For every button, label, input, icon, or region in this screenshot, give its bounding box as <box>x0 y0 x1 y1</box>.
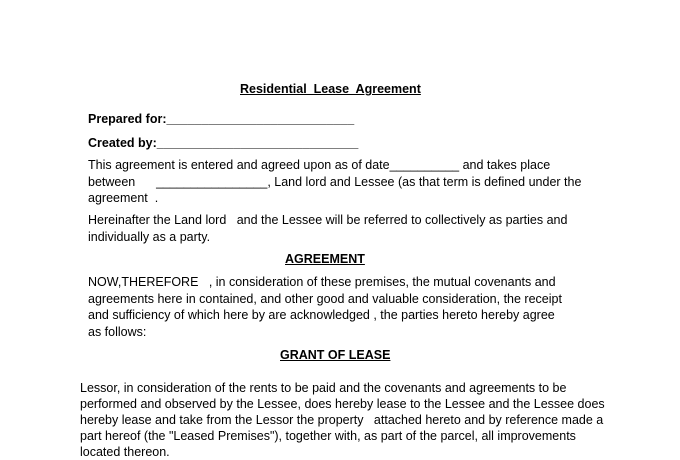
lessor-line-4: part hereof (the "Leased Premises"), together with, as part of the parcel, all improvements <box>80 429 576 443</box>
lessor-line-1: Lessor, in consideration of the rents to be paid and the covenants and agreements to be <box>80 381 567 395</box>
created-by-field: Created by:_____________________________ <box>88 136 359 150</box>
lessor-line-5: located thereon. <box>80 445 170 459</box>
intro-line-3: agreement . <box>88 191 159 205</box>
now-therefore-line-4: as follows: <box>88 325 147 339</box>
lessor-line-2: performed and observed by the Lessee, does hereby lease to the Lessee and the Lessee does <box>80 397 605 411</box>
grant-of-lease-heading: GRANT OF LEASE <box>280 348 391 362</box>
now-therefore-line-3: and sufficiency of which here by are acknowledged , the parties hereto hereby agree <box>88 308 555 322</box>
prepared-for-field: Prepared for:___________________________ <box>88 112 355 126</box>
now-therefore-line-1: NOW,THEREFORE , in consideration of these premises, the mutual covenants and <box>88 275 556 289</box>
agreement-heading: AGREEMENT <box>285 252 365 266</box>
document-title: Residential Lease Agreement <box>240 82 421 96</box>
intro-line-1: This agreement is entered and agreed upon as of date__________ and takes place <box>88 158 551 172</box>
intro-line-2: between ________________, Land lord and Lessee (as that term is defined under the <box>88 175 582 189</box>
hereinafter-line-2: individually as a party. <box>88 230 211 244</box>
lessor-line-3: hereby lease and take from the Lessor the property attached hereto and by reference made a <box>80 413 604 427</box>
hereinafter-line-1: Hereinafter the Land lord and the Lessee will be referred to collectively as parties and <box>88 213 568 227</box>
now-therefore-line-2: agreements here in contained, and other good and valuable consideration, the receipt <box>88 292 562 306</box>
